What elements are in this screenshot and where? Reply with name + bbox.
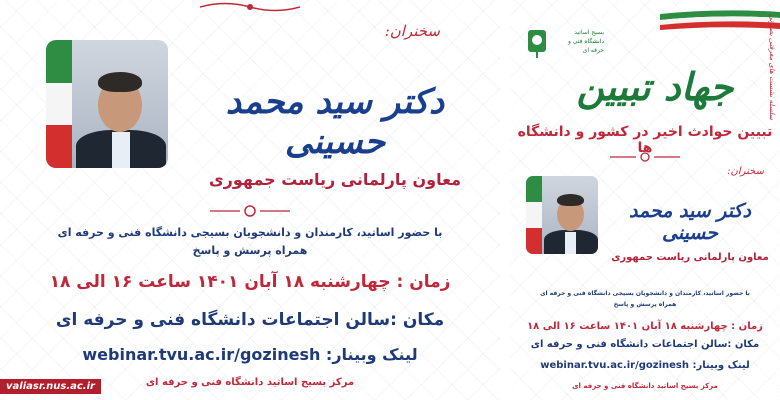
speaker-photo: [526, 176, 598, 254]
basij-logo-icon: [522, 26, 552, 60]
organizer-line: مرکز بسیج اساتید دانشگاه فنی و حرفه ای: [145, 377, 355, 388]
subtitle: تبیین حوادث اخیر در کشور و دانشگاه ها: [517, 124, 773, 156]
audience-line: با حضور اساتید، کارمندان و دانشجویان بسیجی دانشگاه فنی و حرفه ای: [540, 290, 750, 297]
speakers-label: سخنران:: [727, 166, 764, 177]
time-line: زمان : چهارشنبه ۱۸ آبان ۱۴۰۱ ساعت ۱۶ الی ۱۸: [49, 272, 451, 292]
audience-line: با حضور اساتید، کارمندان و دانشجویان بسیجی دانشگاه فنی و حرفه ای: [57, 226, 443, 239]
series-label: سلسله نشست های معرفتی بصیرتی: [768, 14, 776, 121]
speaker-name: دکتر سید محمد حسینی: [629, 200, 751, 244]
place-line: مکان :سالن اجتماعات دانشگاه فنی و حرفه ای: [55, 310, 445, 330]
qa-line: همراه پرسش و پاسخ: [192, 244, 308, 257]
speaker-role: معاون پارلمانی ریاست جمهوری: [611, 252, 769, 263]
main-title: جهاد تبیین: [576, 64, 734, 109]
site-watermark: valiasr.nus.ac.ir: [0, 379, 101, 394]
top-ornament: [200, 0, 300, 14]
logo-caption: بسیج اساتید دانشگاه فنی و حرفه ای: [567, 29, 604, 54]
mid-ornament: [210, 204, 290, 218]
right-ornament: [610, 150, 680, 164]
speakers-label: سخنران:: [384, 22, 440, 40]
qa-line: همراه پرسش و پاسخ: [613, 301, 677, 308]
speaker-name: دکتر سید محمد حسینی: [225, 82, 445, 162]
time-line: زمان : چهارشنبه ۱۸ آبان ۱۴۰۱ ساعت ۱۶ الی ۱۸: [527, 321, 763, 332]
webinar-link-line[interactable]: لینک وبینار: webinar.tvu.ac.ir/gozinesh: [82, 345, 418, 364]
webinar-link-line[interactable]: لینک وبینار: webinar.tvu.ac.ir/gozinesh: [540, 360, 750, 371]
organizer-line: مرکز بسیج اساتید دانشگاه فنی و حرفه ای: [572, 382, 718, 390]
speaker-role: معاون پارلمانی ریاست جمهوری: [208, 170, 462, 189]
place-line: مکان :سالن اجتماعات دانشگاه فنی و حرفه ای: [530, 339, 760, 350]
right-poster: [510, 0, 780, 400]
speaker-photo: [46, 40, 168, 168]
